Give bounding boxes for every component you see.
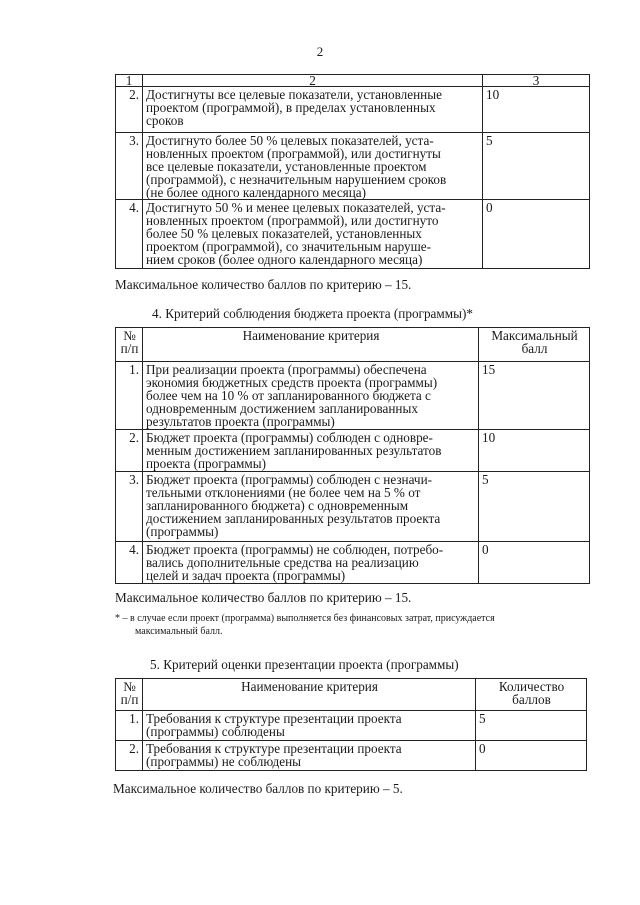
criterion-text: Требования к структуре презентации проекта (программы) не соблюдены: [143, 741, 476, 771]
criterion-text: Достигнуты все целевые показатели, установленные проектом (программой), в пределах установленных сроков: [143, 87, 483, 133]
max-score-text: Максимальное количество баллов по критерию – 15.: [115, 590, 412, 605]
column-index: 1: [116, 75, 143, 87]
header-max-score: Максимальный балл: [479, 328, 590, 362]
table-header-row: [116, 328, 590, 362]
presentation-criteria-table: [115, 678, 587, 771]
column-index: 3: [483, 75, 590, 87]
section-title: 4. Критерий соблюдения бюджета проекта (программы)*: [152, 306, 473, 321]
criterion-text: Бюджет проекта (программы) соблюден с одновре- менным достижением запланированных результатов проекта (программы): [143, 430, 479, 472]
table-row: [116, 542, 590, 584]
score-cell: 15: [479, 362, 590, 430]
footnote: * – в случае если проект (программа) выполняется без финансовых затрат, присуждается максимальный балл.: [115, 613, 495, 637]
score-cell: 5: [476, 711, 587, 741]
section-title: 5. Критерий оценки презентации проекта (программы): [150, 657, 459, 672]
row-number: 4.: [116, 542, 143, 584]
criteria-table-continued: [115, 74, 590, 269]
page-number: 2: [316, 44, 324, 59]
row-number: 1.: [116, 362, 143, 430]
table-column-index-row: [116, 75, 590, 87]
score-cell: 0: [483, 200, 590, 269]
table-row: [116, 711, 587, 741]
score-cell: 0: [479, 542, 590, 584]
criterion-text: При реализации проекта (программы) обеспечена экономия бюджетных средств проекта (программы) более чем на 10 % от запланированного бюджета с одновременным достижением запланированных результатов проекта (программы): [143, 362, 479, 430]
table-row: [116, 362, 590, 430]
header-criterion-name: Наименование критерия: [143, 679, 476, 711]
header-number: № п/п: [116, 679, 143, 711]
column-index: 2: [143, 75, 483, 87]
criterion-text: Достигнуто 50 % и менее целевых показателей, уста- новленных проектом (программой), или достигнуто более 50 % целевых показателей, установленных проектом (программой), со значительным наруше- нием сроков (более одного календарного месяца): [143, 200, 483, 269]
row-number: 3.: [116, 133, 143, 200]
table-row: [116, 133, 590, 200]
table-row: [116, 472, 590, 542]
max-score-text: Максимальное количество баллов по критерию – 5.: [113, 781, 403, 796]
score-cell: 10: [483, 87, 590, 133]
table-row: [116, 87, 590, 133]
header-criterion-name: Наименование критерия: [143, 328, 479, 362]
row-number: 3.: [116, 472, 143, 542]
criterion-text: Бюджет проекта (программы) соблюден с незначи- тельными отклонениями (не более чем на 5 % от запланированного бюджета) с одновременным достижением запланированных результатов проекта (программы): [143, 472, 479, 542]
score-cell: 5: [483, 133, 590, 200]
row-number: 1.: [116, 711, 143, 741]
table-row: [116, 200, 590, 269]
table-row: [116, 741, 587, 771]
criterion-text: Требования к структуре презентации проекта (программы) соблюдены: [143, 711, 476, 741]
header-score: Количество баллов: [476, 679, 587, 711]
criterion-text: Бюджет проекта (программы) не соблюден, потребо- вались дополнительные средства на реализацию целей и задач проекта (программы): [143, 542, 479, 584]
table-header-row: [116, 679, 587, 711]
max-score-text: Максимальное количество баллов по критерию – 15.: [115, 277, 412, 292]
criterion-text: Достигнуто более 50 % целевых показателей, уста- новленных проектом (программой), или достигнуты все целевые показатели, установленные проектом (программой), с незначительным нарушением сроков (не более одного календарного месяца): [143, 133, 483, 200]
row-number: 2.: [116, 741, 143, 771]
table-row: [116, 430, 590, 472]
score-cell: 10: [479, 430, 590, 472]
score-cell: 5: [479, 472, 590, 542]
header-number: № п/п: [116, 328, 143, 362]
budget-criteria-table: [115, 327, 590, 584]
row-number: 2.: [116, 87, 143, 133]
score-cell: 0: [476, 741, 587, 771]
row-number: 4.: [116, 200, 143, 269]
row-number: 2.: [116, 430, 143, 472]
